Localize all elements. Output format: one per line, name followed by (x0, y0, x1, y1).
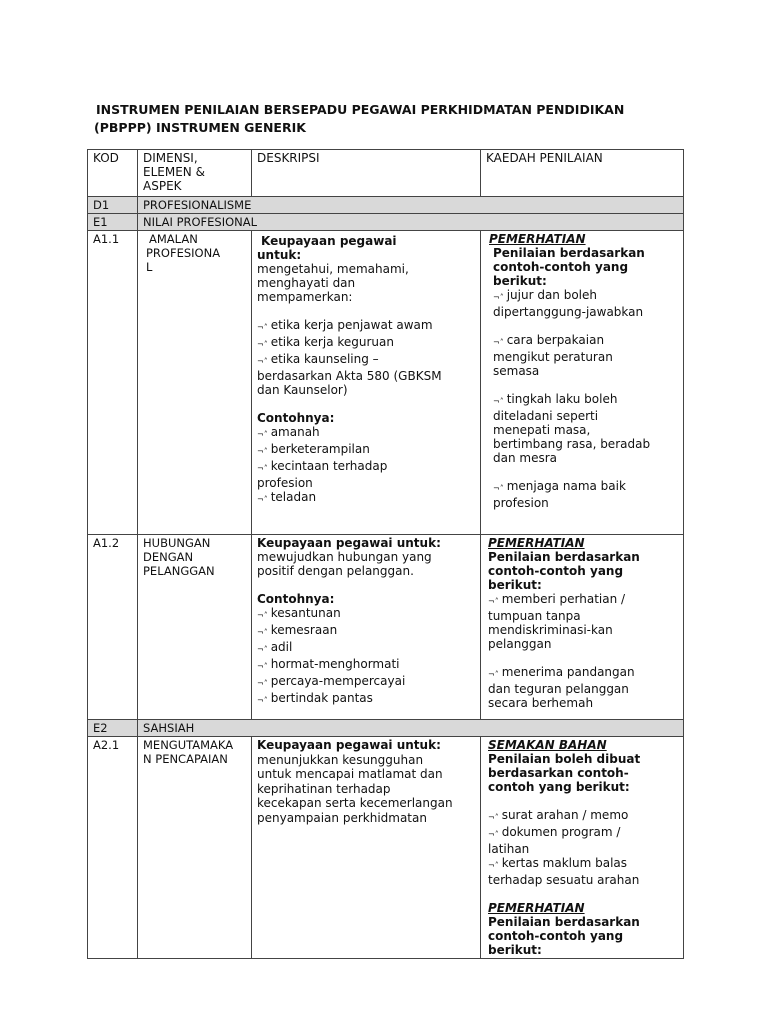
row-method: PEMERHATIAN Penilaian berdasarkan contoh-contoh yang berikut: ¬˄ memberi perhatian / tumpuan tanpa mendiskriminasi-kan pelanggan ¬˄ menerima pandangan dan teguran pelanggan secara berhemah (481, 535, 684, 720)
list-item: ¬˄ etika kerja penjawat awam (257, 318, 433, 332)
method-label: PEMERHATIAN (488, 536, 585, 550)
section-label: SAHSIAH (138, 720, 684, 737)
list-item: ¬˄ dokumen program / (488, 825, 621, 839)
row-aspect: AMALAN PROFESIONA L (138, 231, 252, 535)
list-item: ¬˄ menjaga nama baik (493, 479, 626, 493)
bullet-icon: ¬˄ (257, 679, 268, 688)
list-item: ¬˄ percaya-mempercayai (257, 674, 406, 688)
list-item: ¬˄ berketerampilan (257, 442, 370, 456)
header-deskripsi: DESKRIPSI (252, 150, 481, 197)
row-method: SEMAKAN BAHAN Penilaian boleh dibuat berdasarkan contoh- contoh yang berikut: ¬˄ surat arahan / memo ¬˄ dokumen program / latihan ¬˄ kertas maklum balas terhadap sesuatu arahan PEMERHATIAN Penilaian berdasarkan contoh-contoh yang berikut: (481, 737, 684, 959)
table-row-a11 (88, 231, 684, 535)
list-item: ¬˄ surat arahan / memo (488, 808, 629, 822)
list-item: ¬˄ teladan (257, 490, 317, 504)
method-label: SEMAKAN BAHAN (488, 738, 607, 752)
section-row-e1 (88, 214, 684, 231)
bullet-icon: ¬˄ (257, 464, 268, 473)
row-code: A1.2 (88, 535, 138, 720)
row-aspect: HUBUNGAN DENGAN PELANGGAN (138, 535, 252, 720)
header-kod: KOD (88, 150, 138, 197)
list-item: ¬˄ bertindak pantas (257, 691, 373, 705)
section-row-e2 (88, 720, 684, 737)
list-item: ¬˄ hormat-menghormati (257, 657, 400, 671)
bullet-icon: ¬˄ (488, 861, 499, 870)
section-row-d1 (88, 197, 684, 214)
list-item: ¬˄ memberi perhatian / (488, 592, 626, 606)
row-code: A1.1 (88, 231, 138, 535)
table-header-row (88, 150, 684, 197)
list-item: ¬˄ etika kerja keguruan (257, 335, 394, 349)
bullet-icon: ¬˄ (493, 338, 504, 347)
bullet-icon: ¬˄ (493, 484, 504, 493)
section-label: NILAI PROFESIONAL (138, 214, 684, 231)
title-line-2: (PBPPP) INSTRUMEN GENERIK (94, 120, 306, 135)
table-row-a21 (88, 737, 684, 959)
list-item: ¬˄ kesantunan (257, 606, 341, 620)
method-label: PEMERHATIAN (489, 232, 586, 246)
list-item: ¬˄ kemesraan (257, 623, 338, 637)
bullet-icon: ¬˄ (257, 611, 268, 620)
list-item: ¬˄ amanah (257, 425, 320, 439)
bullet-icon: ¬˄ (257, 495, 268, 504)
bullet-icon: ¬˄ (488, 597, 499, 606)
list-item: ¬˄ tingkah laku boleh (493, 392, 618, 406)
assessment-table (87, 149, 684, 959)
header-dimensi: DIMENSI, ELEMEN & ASPEK (138, 150, 252, 197)
row-description: Keupayaan pegawai untuk: mewujudkan hubungan yang positif dengan pelanggan. Contohnya: ¬˄ kesantunan ¬˄ kemesraan ¬˄ adil ¬˄ hormat-menghormati ¬˄ percaya-mempercayai ¬˄ bertindak pantas (252, 535, 481, 720)
bullet-icon: ¬˄ (257, 645, 268, 654)
bullet-icon: ¬˄ (257, 628, 268, 637)
list-item: ¬˄ menerima pandangan (488, 665, 635, 679)
bullet-icon: ¬˄ (257, 662, 268, 671)
title-line-1: INSTRUMEN PENILAIAN BERSEPADU PEGAWAI PERKHIDMATAN PENDIDIKAN (96, 102, 625, 117)
bullet-icon: ¬˄ (257, 447, 268, 456)
section-label: PROFESIONALISME (138, 197, 684, 214)
row-aspect: MENGUTAMAKA N PENCAPAIAN (138, 737, 252, 959)
list-item: ¬˄ adil (257, 640, 293, 654)
header-kaedah: KAEDAH PENILAIAN (481, 150, 684, 197)
section-code: E2 (88, 720, 138, 737)
bullet-icon: ¬˄ (257, 430, 268, 439)
bullet-icon: ¬˄ (257, 357, 268, 366)
section-code: E1 (88, 214, 138, 231)
row-description: Keupayaan pegawai untuk: menunjukkan kesungguhan untuk mencapai matlamat dan keprihatinan terhadap kecekapan serta kecemerlangan penyampaian perkhidmatan (252, 737, 481, 959)
bullet-icon: ¬˄ (257, 696, 268, 705)
bullet-icon: ¬˄ (488, 670, 499, 679)
section-code: D1 (88, 197, 138, 214)
bullet-icon: ¬˄ (488, 813, 499, 822)
document-title (94, 101, 694, 137)
bullet-icon: ¬˄ (493, 293, 504, 302)
row-code: A2.1 (88, 737, 138, 959)
list-item: ¬˄ etika kaunseling – (257, 352, 379, 366)
list-item: ¬˄ cara berpakaian (493, 333, 605, 347)
method-label: PEMERHATIAN (488, 901, 585, 915)
list-item: ¬˄ kecintaan terhadap (257, 459, 388, 473)
bullet-icon: ¬˄ (257, 323, 268, 332)
bullet-icon: ¬˄ (493, 397, 504, 406)
table-row-a12 (88, 535, 684, 720)
row-method: PEMERHATIAN Penilaian berdasarkan contoh-contoh yang berikut: ¬˄ jujur dan boleh dipertanggung-jawabkan ¬˄ cara berpakaian mengikut peraturan semasa ¬˄ tingkah laku boleh diteladani seperti menepati masa, bertimbang rasa, beradab dan mesra ¬˄ menjaga nama baik profesion (481, 231, 684, 535)
row-description: Keupayaan pegawai untuk: mengetahui, memahami, menghayati dan mempamerkan: ¬˄ etika kerja penjawat awam ¬˄ etika kerja keguruan ¬˄ etika kaunseling – berdasarkan Akta 580 (GBKSM dan Kaunselor) Contohnya: ¬˄ amanah ¬˄ berketerampilan ¬˄ kecintaan terhadap profesion ¬˄ teladan (252, 231, 481, 535)
bullet-icon: ¬˄ (488, 830, 499, 839)
list-item: ¬˄ jujur dan boleh (493, 288, 598, 302)
list-item: ¬˄ kertas maklum balas (488, 856, 628, 870)
bullet-icon: ¬˄ (257, 340, 268, 349)
